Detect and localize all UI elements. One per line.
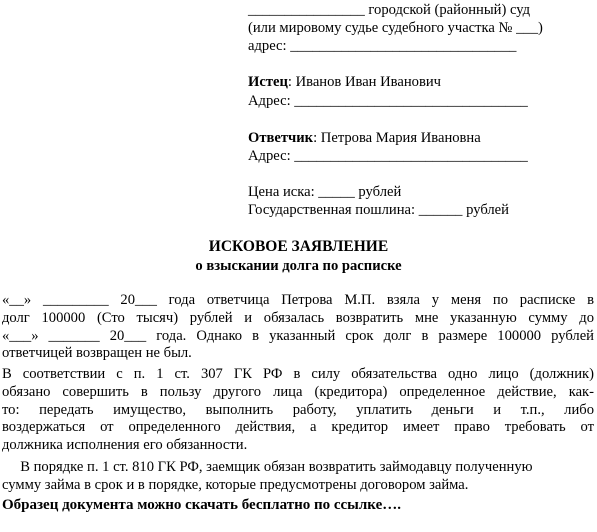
paragraph-line: должника исполнения его обязанности. <box>2 437 248 454</box>
state-fee-line: Государственная пошлина: ______ рублей <box>248 202 509 218</box>
paragraph-line: В соответствии с п. 1 ст. 307 ГК РФ в силу обязательства одно лицо (должник) <box>2 366 594 382</box>
court-name-line: ________________ городской (районный) суд <box>248 2 531 18</box>
paragraph-line: «__» _________ 20___ года ответчица Петрова М.П. взяла у меня по расписке в <box>2 292 594 308</box>
defendant-name: : Петрова Мария Ивановна <box>313 130 481 146</box>
court-address-line: адрес: _______________________________ <box>248 38 517 54</box>
defendant-line <box>248 129 481 147</box>
paragraph-law-307 <box>2 366 594 455</box>
plaintiff-label: Истец <box>248 74 288 90</box>
paragraph-law-810 <box>2 459 594 495</box>
paragraph-line: то: передать имущество, выполнить работу, уплатить деньги и т.п., либо <box>2 401 594 418</box>
document-subtitle: о взыскании долга по расписке <box>195 258 402 274</box>
claim-price-line: Цена иска: _____ рублей <box>248 184 402 200</box>
paragraph-line: «___» _______ 20___ года. Однако в указанный срок долг в размере 100000 рублей <box>2 327 594 344</box>
paragraph-line: В порядке п. 1 ст. 810 ГК РФ, заемщик обязан возвратить займодавцу полученную <box>2 459 533 475</box>
magistrate-line: (или мировому судье судебного участка № ___) <box>248 20 543 36</box>
paragraph-loan <box>2 292 594 363</box>
defendant-label: Ответчик <box>248 130 314 146</box>
defendant-address-line: Адрес: ________________________________ <box>248 148 528 164</box>
plaintiff-name: : Иванов Иван Иванович <box>287 74 441 90</box>
document-title: ИСКОВОЕ ЗАЯВЛЕНИЕ <box>208 238 389 255</box>
paragraph-line: воздержаться от определенного действия, а кредитор имеет право требовать от <box>2 419 594 436</box>
plaintiff-address-line: Адрес: ________________________________ <box>248 93 528 109</box>
paragraph-line: обязано совершить в пользу другого лица (кредитора) определенное действие, как- <box>2 383 594 400</box>
paragraph-line: сумму займа в срок и в порядке, которые предусмотрены договором займа. <box>2 476 469 493</box>
plaintiff-line <box>248 73 441 91</box>
download-link[interactable]: Образец документа можно скачать бесплатно по ссылке…. <box>2 497 401 513</box>
paragraph-line: долг 100000 (Сто тысяч) рублей и обязалась возвратить мне указанную сумму до <box>2 309 594 326</box>
paragraph-line: ответчицей возвращен не был. <box>2 345 192 362</box>
